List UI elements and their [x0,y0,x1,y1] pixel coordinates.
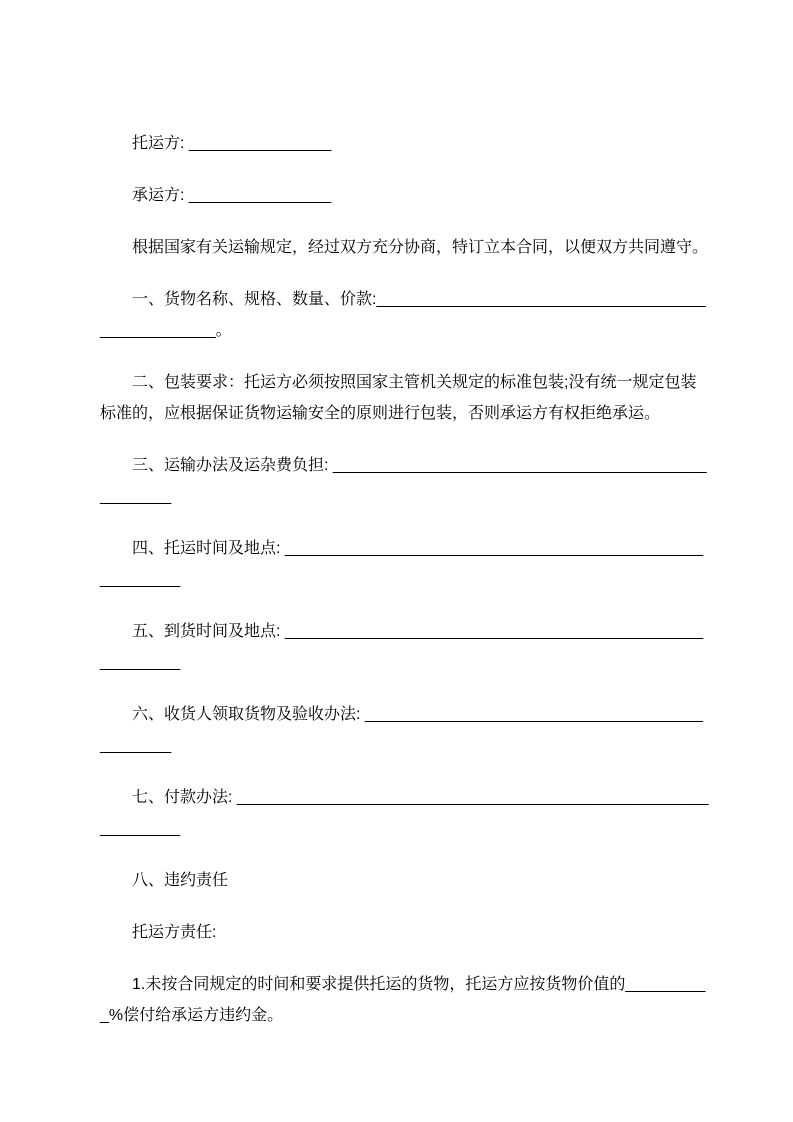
liability-item-1: 1.未按合同规定的时间和要求提供托运的货物，托运方应按货物价值的__________%偿付给承运方违约金。 [100,976,706,1024]
clause-3-transport-method: 三、运输办法及运杂费负担: __________________________________________________ [100,457,707,505]
preamble-paragraph: 根据国家有关运输规定，经过双方充分协商，特订立本合同，以便双方共同遵守。 [132,239,709,256]
clause-8-breach-heading: 八、违约责任 [132,872,229,889]
shipper-field: 托运方: ________________ [132,135,332,152]
shipper-liability-heading: 托运方责任: [132,924,217,941]
clause-4-consign-time: 四、托运时间及地点: ________________________________________________________ [100,540,704,588]
clause-1-goods: 一、货物名称、规格、数量、价款:__________________________________________________。 [100,291,706,339]
clause-5-arrival-time: 五、到货时间及地点: ________________________________________________________ [100,623,704,671]
clause-7-payment: 七、付款办法: ______________________________________________________________ [100,789,709,837]
clause-6-receiving: 六、收货人领取货物及验收办法: ______________________________________________ [100,706,704,754]
clause-2-packaging: 二、包装要求：托运方必须按照国家主管机关规定的标准包装;没有统一规定包装标准的，应根据保证货物运输安全的原则进行包装，否则承运方有权拒绝承运。 [100,374,697,422]
carrier-field: 承运方: ________________ [132,187,332,204]
